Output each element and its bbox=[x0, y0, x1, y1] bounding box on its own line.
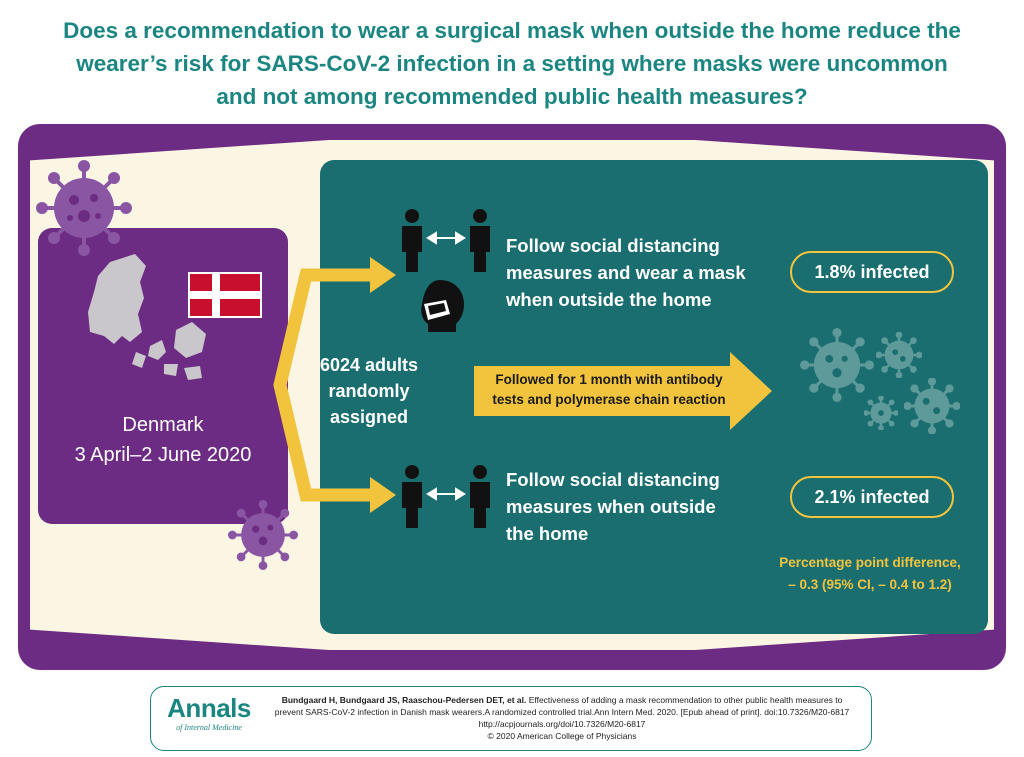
followup-line-1: Followed for 1 month with antibody bbox=[495, 372, 723, 387]
mask-arm-line-1: Follow social distancing bbox=[506, 235, 720, 256]
mask-arm-line-3: when outside the home bbox=[506, 289, 712, 310]
mask-arm-result: 1.8% infected bbox=[790, 251, 954, 293]
control-arm-line-2: measures when outside bbox=[506, 496, 716, 517]
citation-url[interactable]: http://acpjournals.org/doi/10.7326/M20-6817 bbox=[478, 719, 646, 729]
percentage-point-difference bbox=[760, 552, 980, 596]
participants-line-3: assigned bbox=[329, 407, 409, 427]
control-arm-line-1: Follow social distancing bbox=[506, 469, 720, 490]
mask-arm-description bbox=[506, 232, 776, 313]
control-arm-description bbox=[506, 466, 776, 547]
followup-line-2: tests and polymerase chain reaction bbox=[492, 392, 726, 407]
citation-text bbox=[259, 694, 865, 742]
followup-label bbox=[474, 370, 744, 410]
virus-icon bbox=[36, 160, 132, 256]
citation-title: Effectiveness of adding a mask recommendation to other public health measures to bbox=[526, 695, 843, 705]
study-dates: 3 April–2 June 2020 bbox=[74, 444, 252, 466]
country-name: Denmark bbox=[122, 414, 204, 436]
mask-arm-line-2: measures and wear a mask bbox=[506, 262, 746, 283]
citation-box bbox=[150, 686, 872, 751]
people-distancing-icon bbox=[398, 464, 494, 530]
difference-line-1: Percentage point difference, bbox=[779, 555, 961, 570]
citation-line-2: prevent SARS-CoV-2 infection in Danish mask wearers.A randomized controlled trial.Ann Intern Med. 2020. [Epub ahead of print]. doi:10.7326/M20-6817 bbox=[274, 707, 850, 717]
logo-main-text: Annals bbox=[167, 693, 251, 723]
people-distancing-icon bbox=[398, 208, 494, 274]
face-mask-icon bbox=[418, 278, 468, 332]
logo-sub-text: of Internal Medicine bbox=[176, 723, 242, 732]
control-arm-result: 2.1% infected bbox=[790, 476, 954, 518]
virus-icon bbox=[904, 378, 960, 434]
flag-cross-vertical bbox=[212, 274, 220, 316]
citation-line-1 bbox=[259, 694, 865, 706]
difference-line-2: – 0.3 (95% CI, – 0.4 to 1.2) bbox=[788, 577, 952, 592]
title-line-1: Does a recommendation to wear a surgical mask when outside the home reduce the bbox=[63, 18, 961, 43]
danish-flag-icon bbox=[188, 272, 262, 318]
title-line-2: wearer’s risk for SARS-CoV-2 infection in a setting where masks were uncommon bbox=[76, 51, 948, 76]
virus-icon bbox=[800, 328, 874, 402]
infographic-title bbox=[30, 14, 994, 113]
title-line-3: and not among recommended public health measures? bbox=[216, 84, 808, 109]
citation-copyright: © 2020 American College of Physicians bbox=[487, 731, 637, 741]
virus-icon bbox=[876, 332, 922, 378]
annals-logo bbox=[163, 693, 255, 733]
study-setting bbox=[38, 410, 288, 470]
participants-line-1: 6024 adults bbox=[319, 355, 419, 375]
citation-authors: Bundgaard H, Bundgaard JS, Raaschou-Pedersen DET, et al. bbox=[281, 695, 527, 705]
participants-label bbox=[300, 352, 438, 430]
flag-cross-horizontal bbox=[190, 291, 260, 299]
control-arm-line-3: the home bbox=[506, 523, 589, 544]
virus-icon bbox=[864, 396, 898, 430]
participants-line-2: randomly bbox=[328, 381, 410, 401]
